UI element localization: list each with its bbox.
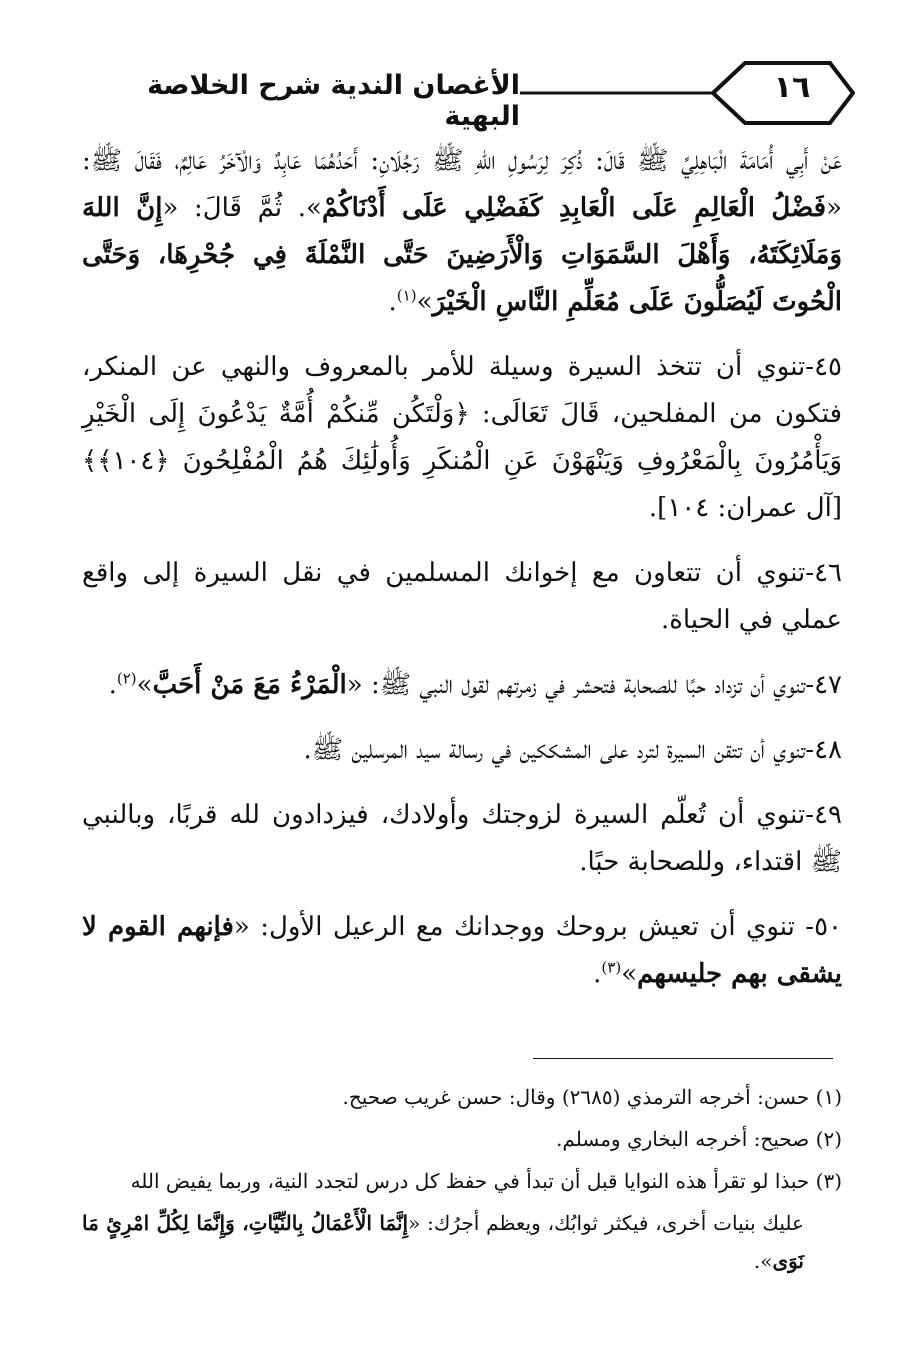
sentence-end: .: [108, 670, 117, 700]
hadith-paragraph: [82, 138, 842, 326]
quote-close: »: [621, 959, 638, 989]
footnote-ref-2[interactable]: (٢): [116, 669, 137, 688]
footnote-3-cont-text: عليك بنيات أخرى، فيكثر ثوابُك، ويعظم أجرُك: «: [408, 1211, 804, 1235]
footnote-3: (٣) حبذا لو تقرأ هذه النوايا قبل أن تبدأ في حفظ كل درس لتجدد النية، وربما يفيض الله: [130, 1169, 842, 1193]
intention-48-text: ٤٨-تنوي أن تتقن السيرة لترد على المشككين في رسالة سيد المرسلين ﷺ.: [303, 735, 842, 765]
hadith-quote-1: فَضْلُ الْعَالِمِ عَلَى الْعَابِدِ كَفَضْلِي عَلَى أَدْنَاكُمْ: [321, 193, 827, 223]
footnote-2: (٢) صحيح: أخرجه البخاري ومسلم.: [556, 1127, 842, 1151]
hadith-connector: ». ثُمَّ قَالَ: «: [162, 193, 322, 223]
intention-50: [82, 904, 842, 998]
footnote-ref-1[interactable]: (١): [396, 286, 417, 305]
intention-46-text: ٤٦-تنوي أن تتعاون مع إخوانك المسلمين في نقل السيرة إلى واقع عملي في الحياة.: [82, 558, 842, 635]
hadith-intro: عَنْ أَبِي أُمَامَةَ الْبَاهِلِيِّ ﷺ قَالَ: ذُكِرَ لِرَسُولِ اللهِ ﷺ رَجُلَانِ: أَحَدُهُمَا عَابِدٌ وَالْآخَرُ عَالِمٌ، فَقَالَ ﷺ: «: [82, 146, 843, 223]
footnote-3-continuation: [82, 1204, 842, 1280]
intention-48: [82, 727, 842, 774]
hadith-quote-2: إِنَّ اللهَ وَمَلَائِكَتَهُ، وَأَهْلَ السَّمَوَاتِ وَالْأَرَضِينَ حَتَّى النَّمْلَةَ فِي جُحْرِهَا، وَحَتَّى الْحُوتَ لَيُصَلُّونَ عَلَى مُعَلِّمِ النَّاسِ الْخَيْرَ: [82, 193, 842, 317]
page-header: [95, 58, 855, 132]
intention-50-text: ٥٠- تنوي أن تعيش بروحك ووجدانك مع الرعيل الأول: «: [233, 912, 843, 942]
footnote-divider: [533, 1058, 833, 1059]
quote-close: »: [136, 670, 153, 700]
quote-close: ».: [753, 1249, 773, 1273]
sentence-end: .: [593, 959, 602, 989]
intention-47: [82, 662, 842, 709]
intention-47-text: ٤٧-تنوي أن تزداد حبًا للصحابة فتحشر في زمرتهم لقول النبي ﷺ: «: [346, 670, 842, 700]
intention-45: [82, 344, 842, 532]
footnote-ref-3[interactable]: (٣): [601, 958, 622, 977]
page-number: ١٦: [773, 70, 811, 105]
main-text: [82, 138, 842, 1016]
quote-close: »: [416, 287, 433, 317]
footnote-1: (١) حسن: أخرجه الترمذي (٢٦٨٥) وقال: حسن غريب صحيح.: [342, 1085, 842, 1109]
intention-46: [82, 550, 842, 644]
running-title: الأغصان الندية شرح الخلاصة البهية: [147, 70, 520, 132]
intention-49-text: ٤٩-تنوي أن تُعلّم السيرة لزوجتك وأولادك، فيزدادون لله قربًا، وبالنبي ﷺ اقتداء، وللصحابة حبًا.: [82, 800, 842, 877]
intention-47-quote: الْمَرْءُ مَعَ مَنْ أَحَبَّ: [152, 670, 347, 700]
footnote-3-hadith: إِنَّمَا الْأَعْمَالُ بِالنِّيَّاتِ، وَإِنَّمَا لِكُلِّ امْرِئٍ مَا نَوَى: [82, 1211, 804, 1273]
verse-reference: [آل عمران: ١٠٤].: [648, 493, 842, 523]
sentence-end: .: [388, 287, 397, 317]
quran-verse: ﴿وَلْتَكُن مِّنكُمْ أُمَّةٌ يَدْعُونَ إِلَى الْخَيْرِ وَيَأْمُرُونَ بِالْمَعْرُوفِ وَيَنْهَوْنَ عَنِ الْمُنكَرِ وَأُولَٰئِكَ هُمُ الْمُفْلِحُونَ ﴿١٠٤﴾﴾: [82, 399, 842, 476]
intention-45-text: ٤٥-تنوي أن تتخذ السيرة وسيلة للأمر بالمعروف والنهي عن المنكر، فتكون من المفلحين، قَالَ تَعَالَى:: [82, 352, 843, 429]
intention-49: [82, 792, 842, 886]
footnotes: [82, 1078, 842, 1284]
intention-50-quote: فإنهم القوم لا يشقى بهم جليسهم: [82, 912, 842, 989]
